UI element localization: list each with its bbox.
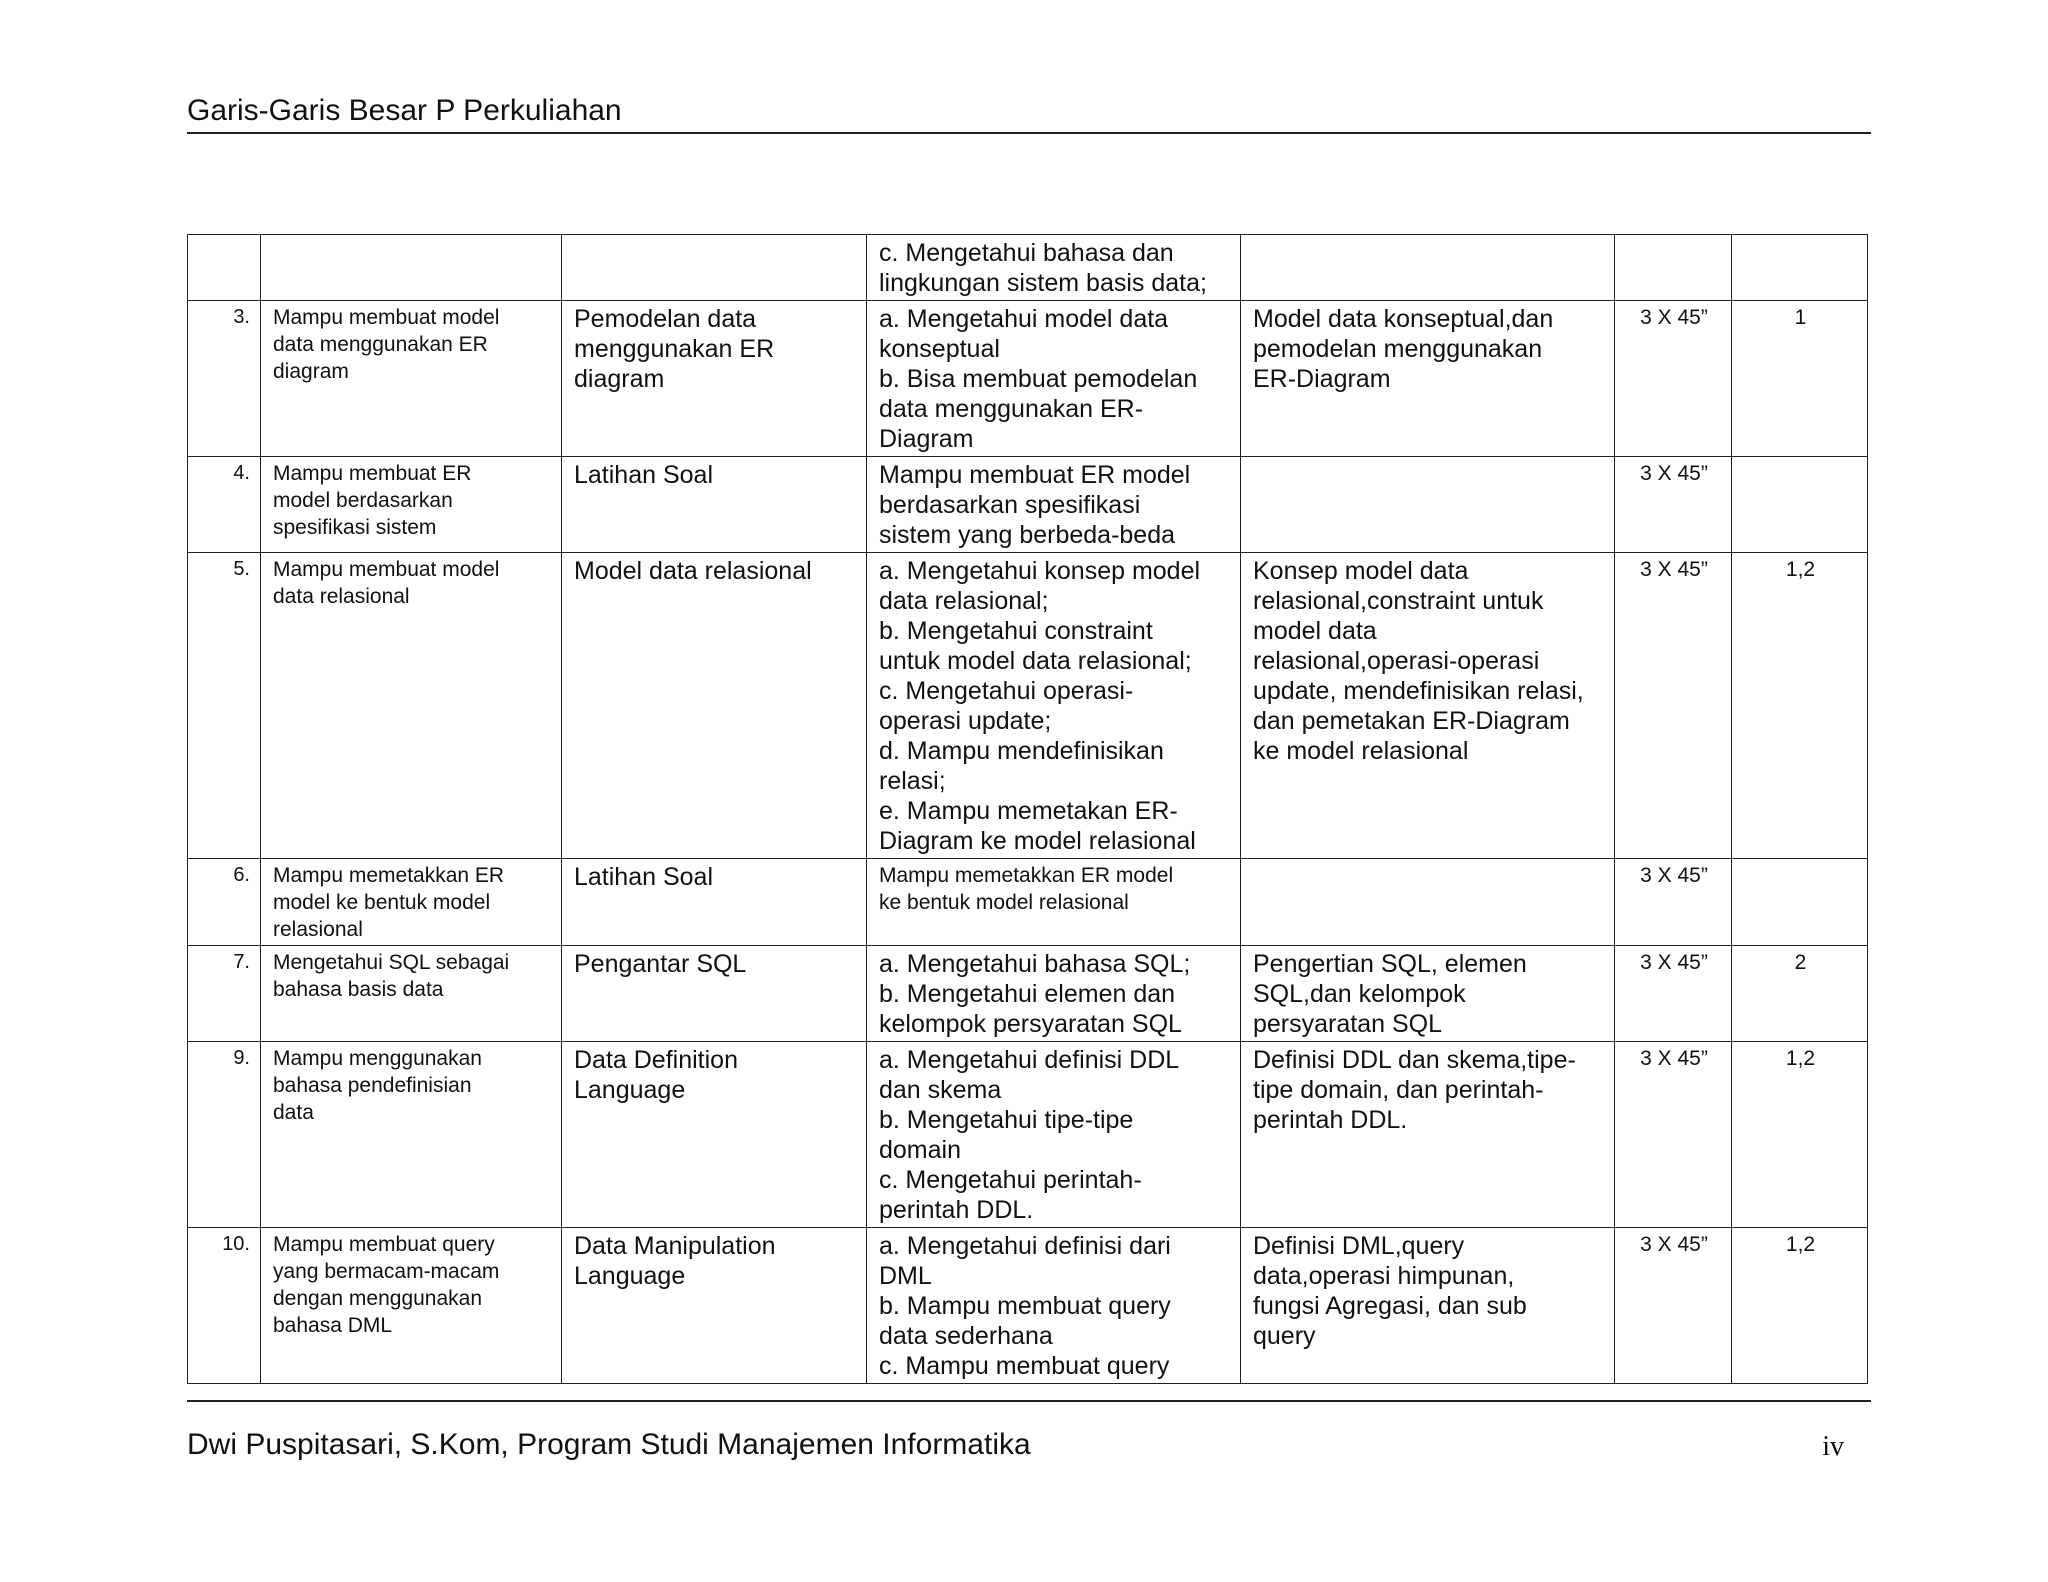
sub-pokok-bahasan-cell: Mampu membuat ER model berdasarkan spesifikasi sistem yang berbeda-beda bbox=[867, 457, 1241, 553]
table-row bbox=[188, 946, 1868, 1042]
sub-pokok-bahasan-cell: a. Mengetahui definisi DDL dan skema b. Mengetahui tipe-tipe domain c. Mengetahui perintah- perintah DDL. bbox=[867, 1042, 1241, 1228]
sub-pokok-bahasan-cell: a. Mengetahui konsep model data relasional; b. Mengetahui constraint untuk model data relasional; c. Mengetahui operasi- operasi update; d. Mampu mendefinisikan relasi; e. Mampu memetakan ER- Diagram ke model relasional bbox=[867, 553, 1241, 859]
page-header-title: Garis-Garis Besar P Perkuliahan bbox=[187, 94, 622, 127]
waktu-cell bbox=[1615, 235, 1732, 301]
sub-pokok-bahasan-cell: a. Mengetahui definisi dari DML b. Mampu membuat query data sederhana c. Mampu membuat query bbox=[867, 1228, 1241, 1384]
kompetensi-cell: Mampu membuat model data menggunakan ER diagram bbox=[261, 301, 562, 457]
referensi-cell: 1,2 bbox=[1732, 1042, 1868, 1228]
referensi-cell bbox=[1732, 235, 1868, 301]
referensi-cell bbox=[1732, 859, 1868, 946]
waktu-cell: 3 X 45” bbox=[1615, 457, 1732, 553]
kompetensi-cell: Mampu menggunakan bahasa pendefinisian data bbox=[261, 1042, 562, 1228]
sub-pokok-bahasan-cell: a. Mengetahui model data konseptual b. Bisa membuat pemodelan data menggunakan ER- Diagram bbox=[867, 301, 1241, 457]
materi-cell: Definisi DDL dan skema,tipe- tipe domain, dan perintah- perintah DDL. bbox=[1241, 1042, 1615, 1228]
pokok-bahasan-cell: Pengantar SQL bbox=[562, 946, 867, 1042]
pokok-bahasan-cell: Latihan Soal bbox=[562, 457, 867, 553]
page-number: iv bbox=[1822, 1431, 1844, 1462]
materi-cell bbox=[1241, 457, 1615, 553]
table-row bbox=[188, 301, 1868, 457]
table-row bbox=[188, 457, 1868, 553]
page-header bbox=[187, 92, 1871, 134]
materi-cell bbox=[1241, 235, 1615, 301]
materi-cell: Definisi DML,query data,operasi himpunan, fungsi Agregasi, dan sub query bbox=[1241, 1228, 1615, 1384]
kompetensi-cell: Mampu membuat ER model berdasarkan spesifikasi sistem bbox=[261, 457, 562, 553]
row-number: 3. bbox=[188, 301, 261, 457]
kompetensi-cell: Mampu memetakkan ER model ke bentuk model relasional bbox=[261, 859, 562, 946]
waktu-cell: 3 X 45” bbox=[1615, 1042, 1732, 1228]
waktu-cell: 3 X 45” bbox=[1615, 301, 1732, 457]
table-row bbox=[188, 235, 1868, 301]
pokok-bahasan-cell bbox=[562, 235, 867, 301]
pokok-bahasan-cell: Data Definition Language bbox=[562, 1042, 867, 1228]
page-footer bbox=[187, 1400, 1871, 1462]
materi-cell: Pengertian SQL, elemen SQL,dan kelompok persyaratan SQL bbox=[1241, 946, 1615, 1042]
materi-cell: Model data konseptual,dan pemodelan menggunakan ER-Diagram bbox=[1241, 301, 1615, 457]
referensi-cell: 1,2 bbox=[1732, 553, 1868, 859]
row-number: 9. bbox=[188, 1042, 261, 1228]
row-number: 5. bbox=[188, 553, 261, 859]
table-row bbox=[188, 1228, 1868, 1384]
materi-cell: Konsep model data relasional,constraint untuk model data relasional,operasi-operasi update, mendefinisikan relasi, dan pemetakan ER-Diagram ke model relasional bbox=[1241, 553, 1615, 859]
referensi-cell: 2 bbox=[1732, 946, 1868, 1042]
referensi-cell: 1 bbox=[1732, 301, 1868, 457]
sub-pokok-bahasan-cell: Mampu memetakkan ER model ke bentuk model relasional bbox=[867, 859, 1241, 946]
sub-pokok-bahasan-cell: c. Mengetahui bahasa dan lingkungan sistem basis data; bbox=[867, 235, 1241, 301]
pokok-bahasan-cell: Data Manipulation Language bbox=[562, 1228, 867, 1384]
row-number: 7. bbox=[188, 946, 261, 1042]
row-number: 6. bbox=[188, 859, 261, 946]
row-number bbox=[188, 235, 261, 301]
sub-pokok-bahasan-cell: a. Mengetahui bahasa SQL; b. Mengetahui elemen dan kelompok persyaratan SQL bbox=[867, 946, 1241, 1042]
referensi-cell bbox=[1732, 457, 1868, 553]
row-number: 10. bbox=[188, 1228, 261, 1384]
table-row bbox=[188, 553, 1868, 859]
waktu-cell: 3 X 45” bbox=[1615, 1228, 1732, 1384]
materi-cell bbox=[1241, 859, 1615, 946]
kompetensi-cell bbox=[261, 235, 562, 301]
table-row bbox=[188, 1042, 1868, 1228]
waktu-cell: 3 X 45” bbox=[1615, 946, 1732, 1042]
kompetensi-cell: Mengetahui SQL sebagai bahasa basis data bbox=[261, 946, 562, 1042]
table-row bbox=[188, 859, 1868, 946]
waktu-cell: 3 X 45” bbox=[1615, 553, 1732, 859]
pokok-bahasan-cell: Model data relasional bbox=[562, 553, 867, 859]
waktu-cell: 3 X 45” bbox=[1615, 859, 1732, 946]
syllabus-table-container bbox=[187, 234, 1867, 1384]
pokok-bahasan-cell: Pemodelan data menggunakan ER diagram bbox=[562, 301, 867, 457]
footer-author-text: Dwi Puspitasari, S.Kom, Program Studi Manajemen Informatika bbox=[187, 1428, 1031, 1461]
syllabus-table bbox=[187, 234, 1868, 1384]
pokok-bahasan-cell: Latihan Soal bbox=[562, 859, 867, 946]
kompetensi-cell: Mampu membuat model data relasional bbox=[261, 553, 562, 859]
referensi-cell: 1,2 bbox=[1732, 1228, 1868, 1384]
kompetensi-cell: Mampu membuat query yang bermacam-macam dengan menggunakan bahasa DML bbox=[261, 1228, 562, 1384]
row-number: 4. bbox=[188, 457, 261, 553]
